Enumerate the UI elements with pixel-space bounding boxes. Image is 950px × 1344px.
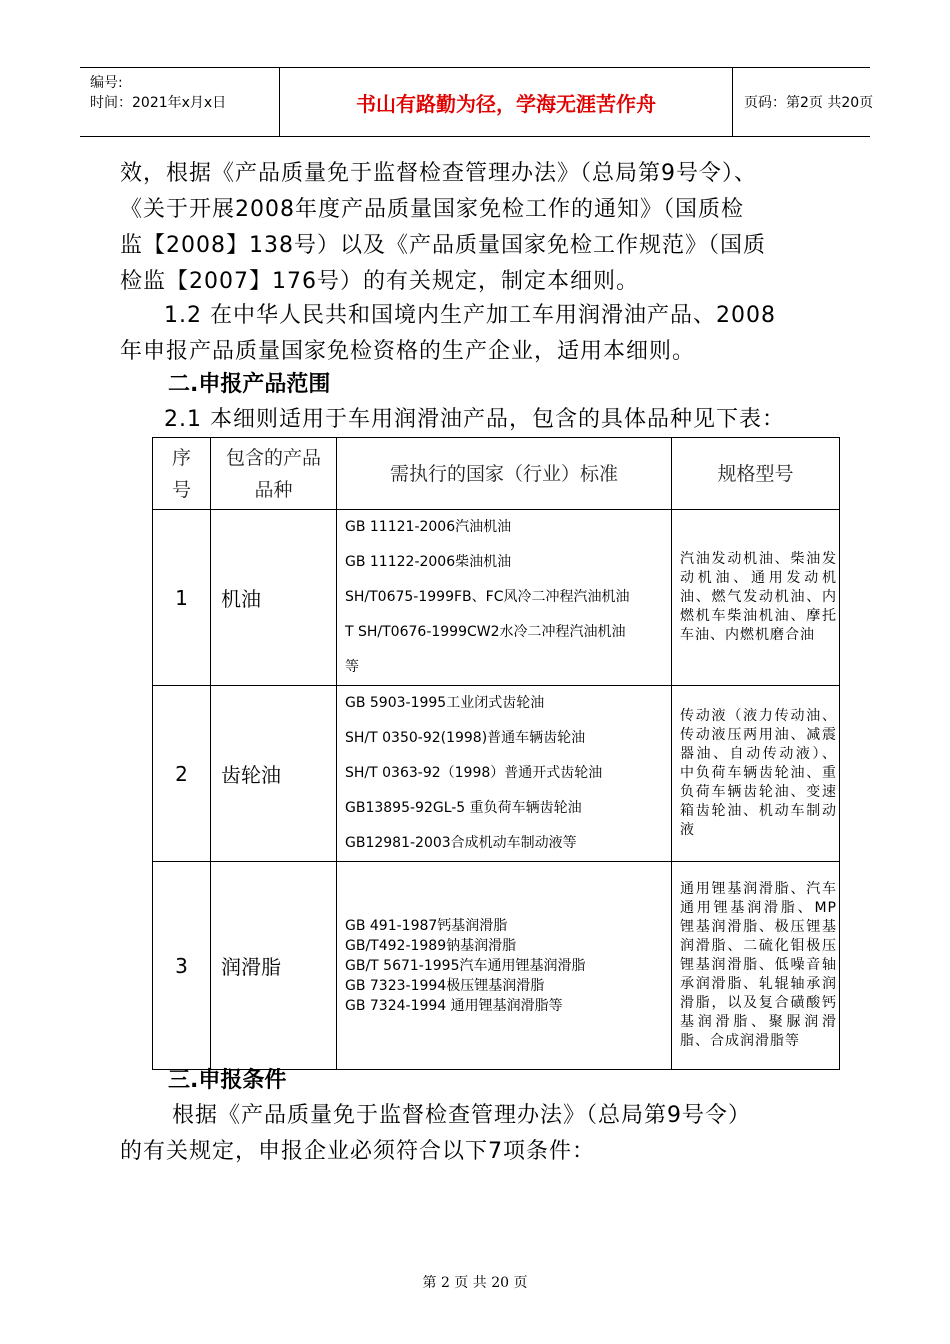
row-standards — [337, 510, 672, 686]
doc-code-label: 编号: — [90, 75, 123, 91]
table-row — [153, 510, 840, 686]
row-product: 机油 — [211, 510, 337, 686]
row-number: 2 — [153, 686, 211, 862]
header-meta — [80, 68, 280, 136]
row-number: 3 — [153, 862, 211, 1070]
text-line: 效，根据《产品质量免于监督检查管理办法》（总局第9号令）、 — [120, 161, 757, 186]
standard-item: GB12981-2003合成机动车制动液等 — [345, 835, 577, 851]
standard-item: GB 5903-1995工业闭式齿轮油 — [345, 695, 545, 711]
header-motto: 书山有路勤为径，学海无涯苦作舟 — [280, 68, 733, 136]
text-line: 年申报产品质量国家免检资格的生产企业，适用本细则。 — [120, 339, 696, 364]
text-line: 监【2008】138号）以及《产品质量国家免检工作规范》（国质 — [120, 233, 766, 258]
table-row — [153, 686, 840, 862]
standard-item: GB 11121-2006汽油机油 — [345, 519, 512, 535]
standard-item: GB 7324-1994 通用锂基润滑脂等 — [345, 997, 563, 1014]
row-standards — [337, 862, 672, 1070]
row-spec: 汽油发动机油、柴油发动机油、通用发动机油、燃气发动机油、内燃机车柴油机油、摩托车油、内燃机磨合油 — [672, 510, 840, 686]
standard-item: GB 7323-1994极压锂基润滑脂 — [345, 977, 545, 994]
header-spec: 规格型号 — [672, 438, 840, 510]
standard-item: GB/T 5671-1995汽车通用锂基润滑脂 — [345, 957, 586, 974]
row-product: 齿轮油 — [211, 686, 337, 862]
section-heading-2: 二.申报产品范围 — [168, 372, 331, 397]
row-number: 1 — [153, 510, 211, 686]
standard-item: 等 — [345, 659, 359, 675]
standard-item: SH/T0675-1999FB、FC风冷二冲程汽油机油 — [345, 589, 630, 605]
product-table — [152, 437, 840, 1070]
standard-item: GB 491-1987钙基润滑脂 — [345, 917, 508, 934]
standard-item: SH/T 0350-92(1998)普通车辆齿轮油 — [345, 730, 586, 746]
paragraph-3: 2.1 本细则适用于车用润滑油产品，包含的具体品种见下表： — [164, 407, 785, 432]
text-line: 检监【2007】176号）的有关规定，制定本细则。 — [120, 269, 639, 294]
row-standards — [337, 686, 672, 862]
text-line: 1.2 在中华人民共和国境内生产加工车用润滑油产品、2008 — [164, 303, 776, 328]
doc-time-label: 时间：2021年x月x日 — [90, 95, 227, 111]
table-header-row — [153, 438, 840, 510]
header-page-info: 页码：第2页 共20页 — [744, 95, 874, 111]
standard-item: GB/T492-1989钠基润滑脂 — [345, 937, 517, 954]
page-header — [80, 67, 874, 137]
section-heading-3: 三.申报条件 — [168, 1068, 287, 1093]
row-spec: 通用锂基润滑脂、汽车通用锂基润滑脂、MP锂基润滑脂、极压锂基润滑脂、二硫化钼极压锂基润滑脂、低噪音轴承润滑脂、轧辊轴承润滑脂，以及复合磺酸钙基润滑脂、聚脲润滑脂、合成润滑脂等 — [672, 862, 840, 1070]
header-no: 序 号 — [153, 438, 211, 510]
standard-item: T SH/T0676-1999CW2水冷二冲程汽油机油 — [345, 624, 626, 640]
text-line: 根据《产品质量免于监督检查管理办法》（总局第9号令） — [172, 1103, 751, 1128]
row-product: 润滑脂 — [211, 862, 337, 1070]
text-line: 《关于开展2008年度产品质量国家免检工作的通知》（国质检 — [120, 197, 744, 222]
table-row — [153, 862, 840, 1070]
paragraph-2 — [120, 298, 840, 370]
text-line: 的有关规定，申报企业必须符合以下7项条件： — [120, 1139, 595, 1164]
standard-item: SH/T 0363-92（1998）普通开式齿轮油 — [345, 765, 603, 781]
paragraph-1 — [120, 156, 840, 300]
standard-item: GB13895-92GL-5 重负荷车辆齿轮油 — [345, 800, 582, 816]
header-product: 包含的产品 品种 — [211, 438, 337, 510]
header-standard: 需执行的国家（行业）标准 — [337, 438, 672, 510]
row-spec: 传动液（液力传动油、传动液压两用油、减震器油、自动传动液）、中负荷车辆齿轮油、重负荷车辆齿轮油、变速箱齿轮油、机动车制动液 — [672, 686, 840, 862]
standard-item: GB 11122-2006柴油机油 — [345, 554, 512, 570]
page-footer: 第 2 页 共 20 页 — [422, 1275, 528, 1291]
paragraph-4 — [120, 1098, 840, 1170]
